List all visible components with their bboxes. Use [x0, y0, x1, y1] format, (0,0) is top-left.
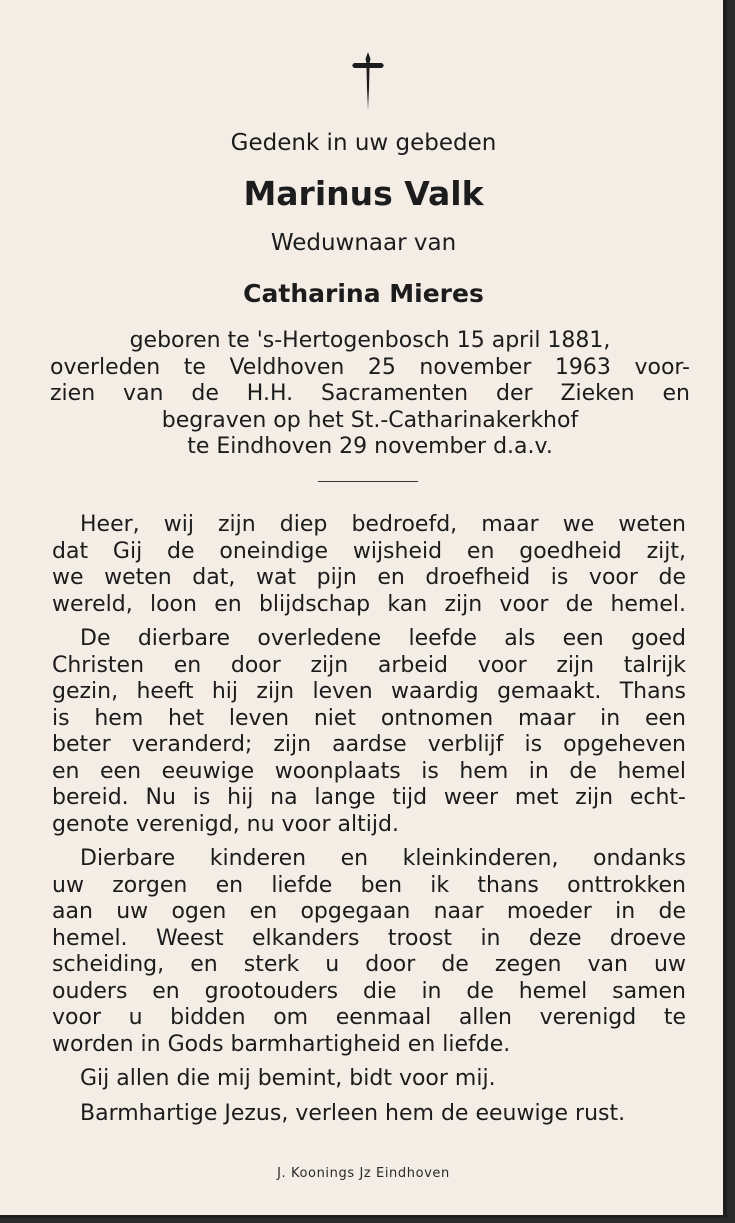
details-line: te Eindhoven 29 november d.a.v.: [187, 434, 553, 459]
text-line: hemel. Weest elkanders troost in deze droeve: [52, 925, 686, 951]
text-line: worden in Gods barmhartigheid en liefde.: [52, 1031, 511, 1057]
paragraph: [52, 626, 686, 838]
deceased-name: Marinus Valk: [243, 174, 484, 213]
text-line: uw zorgen en liefde ben ik thans onttrokken: [52, 872, 686, 898]
text-line: beter veranderd; zijn aardse verblijf is opgeheven: [52, 732, 686, 757]
text-line: aan uw ogen en opgegaan naar moeder in de: [52, 899, 686, 924]
prayer-text: [52, 512, 686, 1135]
text-line: bereid. Nu is hij na lange tijd weer met zijn echt-: [52, 785, 686, 810]
text-line: we weten dat, wat pijn en droefheid is voor de: [52, 565, 686, 590]
text-line: scheiding, en sterk u door de zegen van uw: [52, 952, 686, 977]
text-line: Barmhartige Jezus, verleen hem de eeuwige rust.: [80, 1100, 626, 1126]
paragraph: [52, 1101, 686, 1128]
life-details: [50, 328, 690, 461]
spouse-name: Catharina Mieres: [243, 279, 484, 308]
divider-rule: [318, 481, 418, 482]
details-line: geboren te 's-Hertogenbosch 15 april 1881,: [129, 328, 611, 353]
cross-icon: [348, 50, 388, 112]
text-line: Dierbare kinderen en kleinkinderen, ondanks: [80, 846, 686, 871]
text-line: Christen en door zijn arbeid voor zijn talrijk: [52, 652, 686, 678]
text-line: genote verenigd, nu voor altijd.: [52, 811, 399, 837]
details-line: begraven op het St.-Catharinakerkhof: [161, 407, 579, 433]
text-line: Heer, wij zijn diep bedroefd, maar we weten: [80, 512, 686, 537]
paragraph: [52, 846, 686, 1058]
text-line: en een eeuwige woonplaats is hem in de hemel: [52, 758, 686, 784]
paragraph: [52, 1066, 686, 1093]
relation-text: Weduwnaar van: [270, 230, 457, 256]
invocation-text: Gedenk in uw gebeden: [230, 130, 497, 156]
text-line: ouders en grootouders die in de hemel samen: [52, 978, 686, 1004]
text-line: is hem het leven niet ontnomen maar in een: [52, 705, 686, 731]
text-line: wereld, loon en blijdschap kan zijn voor de hemel.: [52, 591, 686, 617]
paragraph: [52, 512, 686, 618]
text-line: gezin, heeft hij zijn leven waardig gemaakt. Thans: [52, 679, 686, 704]
printer-credit: J. Koonings Jz Eindhoven: [277, 1166, 450, 1181]
text-line: Gij allen die mij bemint, bidt voor mij.: [80, 1066, 496, 1091]
text-line: dat Gij de oneindige wijsheid en goedheid zijt,: [52, 538, 686, 564]
details-line: overleden te Veldhoven 25 november 1963 voor-: [50, 354, 690, 380]
text-line: De dierbare overledene leefde als een goed: [80, 626, 686, 651]
details-line: zien van de H.H. Sacramenten der Zieken en: [50, 381, 690, 406]
text-line: voor u bidden om eenmaal allen verenigd te: [52, 1005, 686, 1030]
